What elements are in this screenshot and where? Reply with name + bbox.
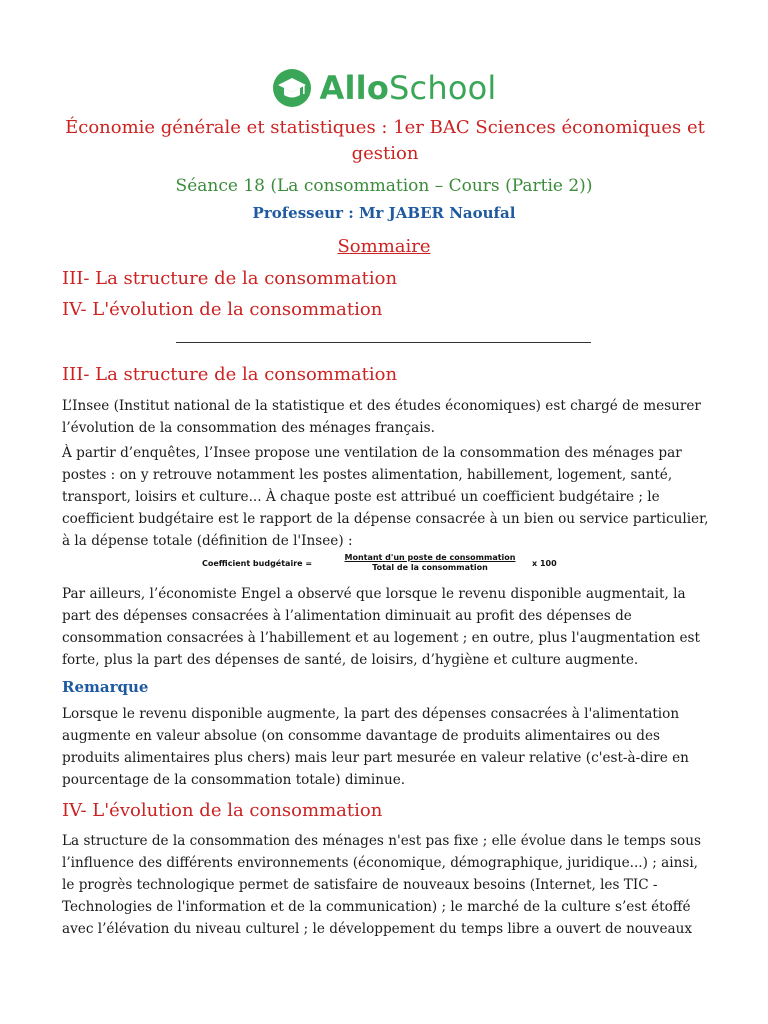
formula-multiplier: x 100: [532, 559, 557, 568]
formula-label: Coefficient budgétaire =: [202, 559, 313, 568]
sommaire-heading: Sommaire: [337, 236, 431, 257]
remarque-heading: Remarque: [62, 678, 149, 696]
paragraph-insee: L’Insee (Institut national de la statistique et des études économiques) est chargé de mesurer l’évolution de la consommation des ménages français.: [62, 398, 701, 436]
graduation-cap-icon: [272, 68, 312, 108]
formula-fraction: [334, 553, 526, 573]
paragraph-remarque: Lorsque le revenu disponible augmente, la part des dépenses consacrées à l'alimentation augmente en valeur absolue (on consomme davantage de produits alimentaires ou des produits alimentaires plus chers) mais leur part mesurée en valeur relative (c'est-à-dire en pourcentage de la consommation totale) diminue.: [62, 706, 689, 788]
alloschool-logo[interactable]: [0, 66, 768, 110]
professor-name: Professeur : Mr JABER Naoufal: [252, 204, 516, 222]
paragraph-engel: Par ailleurs, l’économiste Engel a observé que lorsque le revenu disponible augmentait, la part des dépenses consacrées à l’alimentation diminuait au profit des dépenses de consommation consacrées à l’habillement et au logement ; en outre, plus l'augmentation est forte, plus la part des dépenses de santé, de loisirs, d’hygiène et culture augmente.: [62, 586, 700, 668]
formula-numerator: Montant d'un poste de consommation: [344, 553, 516, 562]
document-title: Économie générale et statistiques : 1er BAC Sciences économiques et gestion: [65, 117, 705, 164]
seance-subtitle: Séance 18 (La consommation – Cours (Partie 2)): [175, 176, 593, 196]
paragraph-evolution: La structure de la consommation des ménages n'est pas fixe ; elle évolue dans le temps sous l’influence des différents environnements (économique, démographique, juridique...) ; ainsi, le progrès technologique permet de satisfaire de nouveaux besoins (Internet, les TIC - Technologies de l'information et de la communication) ; le marché de la culture s’est étoffé avec l’élévation du niveau culturel ; le développement du temps libre a ouvert de nouveaux: [62, 833, 701, 937]
paragraph-ventilation: À partir d’enquêtes, l’Insee propose une ventilation de la consommation des ménages par postes : on y retrouve notamment les postes alimentation, habillement, logement, santé, transport, loisirs et culture... À chaque poste est attribué un coefficient budgétaire ; le coefficient budgétaire est le rapport de la dépense consacrée à un bien ou service particulier, à la dépense totale (définition de l'Insee) :: [62, 445, 709, 549]
section-evolution-heading: IV- L'évolution de la consommation: [62, 800, 383, 821]
coefficient-formula: [202, 553, 582, 575]
section-structure-heading: III- La structure de la consommation: [62, 364, 398, 385]
brand-name: AlloSchool: [319, 69, 497, 107]
toc-item-evolution[interactable]: IV- L'évolution de la consommation: [62, 299, 383, 320]
toc-item-structure[interactable]: III- La structure de la consommation: [62, 268, 398, 289]
section-divider: [176, 342, 591, 343]
formula-denominator: Total de la consommation: [372, 563, 488, 572]
